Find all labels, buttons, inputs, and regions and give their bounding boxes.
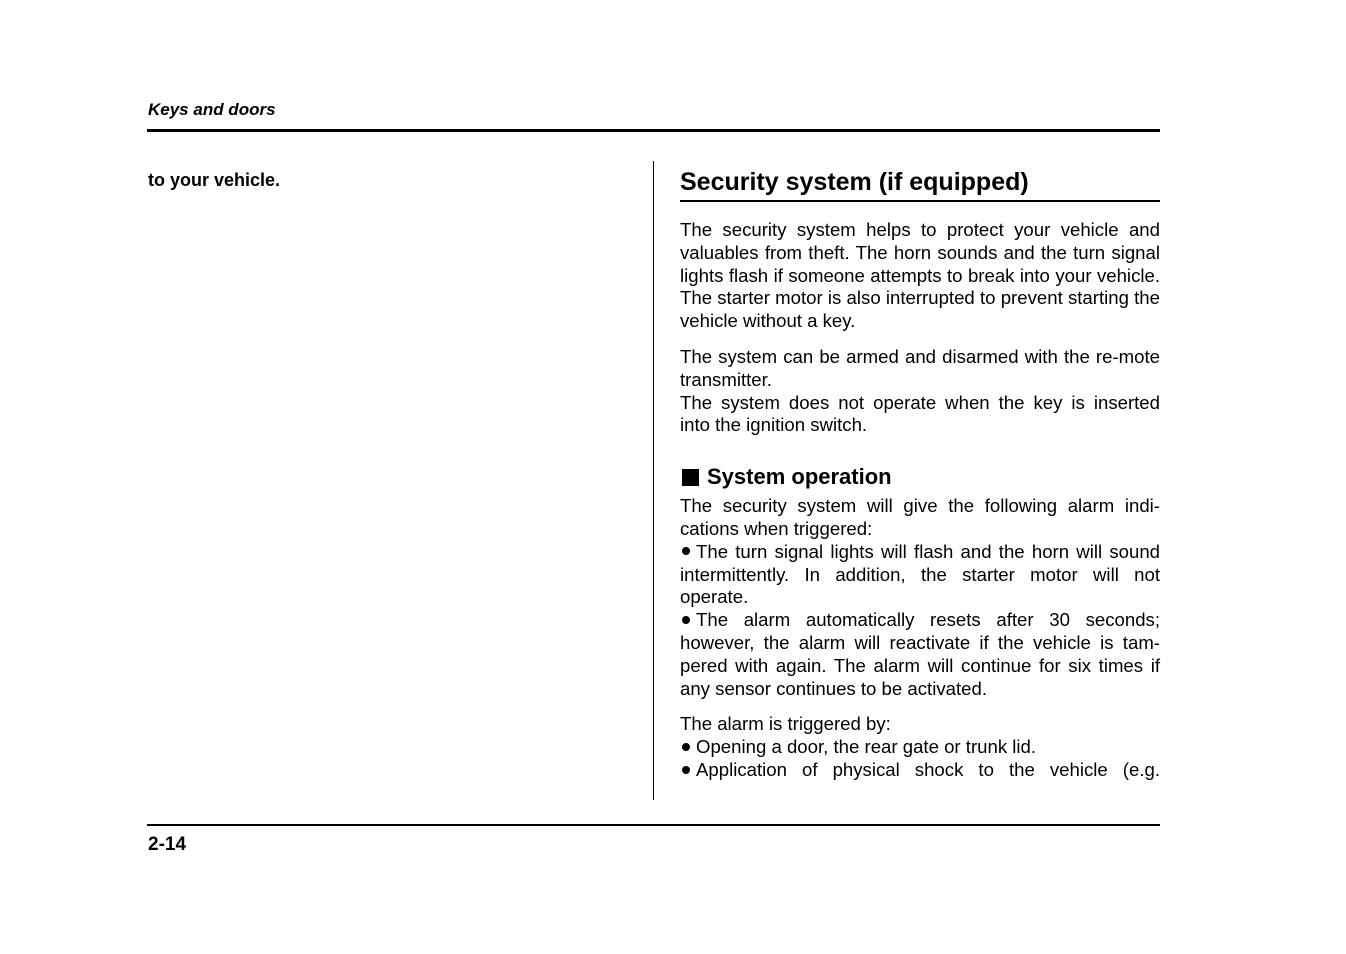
list-item [680, 541, 1160, 609]
trigger-text: Opening a door, the rear gate or trunk lid. [696, 736, 1037, 758]
black-square-icon [682, 469, 699, 486]
list-item [680, 759, 1160, 782]
indication-text: The alarm automatically resets after 30 seconds; however, the alarm will reactivate if the vehicle is tam-pered with again. The alarm will continue for six times if any sensor continues to be activated. [680, 609, 1160, 699]
header-rule [147, 129, 1160, 132]
trigger-text: Application of physical shock to the vehicle (e.g. [696, 758, 1160, 780]
right-column [680, 166, 1160, 782]
indication-text: The turn signal lights will flash and the horn will sound intermittently. In addition, the starter motor will not operate. [680, 540, 1160, 608]
intro-paragraph: The security system helps to protect your vehicle and valuables from theft. The horn sounds and the turn signal lights flash if someone attempts to break into your vehicle. The starter motor is also interrupted to prevent starting the vehicle without a key. [680, 219, 1160, 332]
section-title: Security system (if equipped) [680, 166, 1160, 202]
column-divider [653, 161, 654, 800]
list-item [680, 736, 1160, 759]
key-paragraph: The system does not operate when the key is inserted into the ignition switch. [680, 391, 1160, 436]
left-column [148, 170, 628, 191]
bullet-icon [682, 547, 690, 555]
running-head: Keys and doors [148, 100, 276, 119]
continued-text: to your vehicle. [148, 170, 281, 190]
list-item [680, 609, 1160, 700]
subsection-heading [680, 464, 1160, 490]
triggers-intro: The alarm is triggered by: [680, 713, 891, 735]
arm-paragraph: The system can be armed and disarmed with the re-mote transmitter. [680, 345, 1160, 390]
subsection-title: System operation [707, 464, 892, 490]
bullet-icon [682, 766, 690, 774]
bullet-icon [682, 616, 690, 624]
indications-intro: The security system will give the following alarm indi-cations when triggered: [680, 495, 1160, 539]
footer-rule [147, 824, 1160, 826]
bullet-icon [682, 743, 690, 751]
page-number: 2-14 [148, 834, 187, 855]
